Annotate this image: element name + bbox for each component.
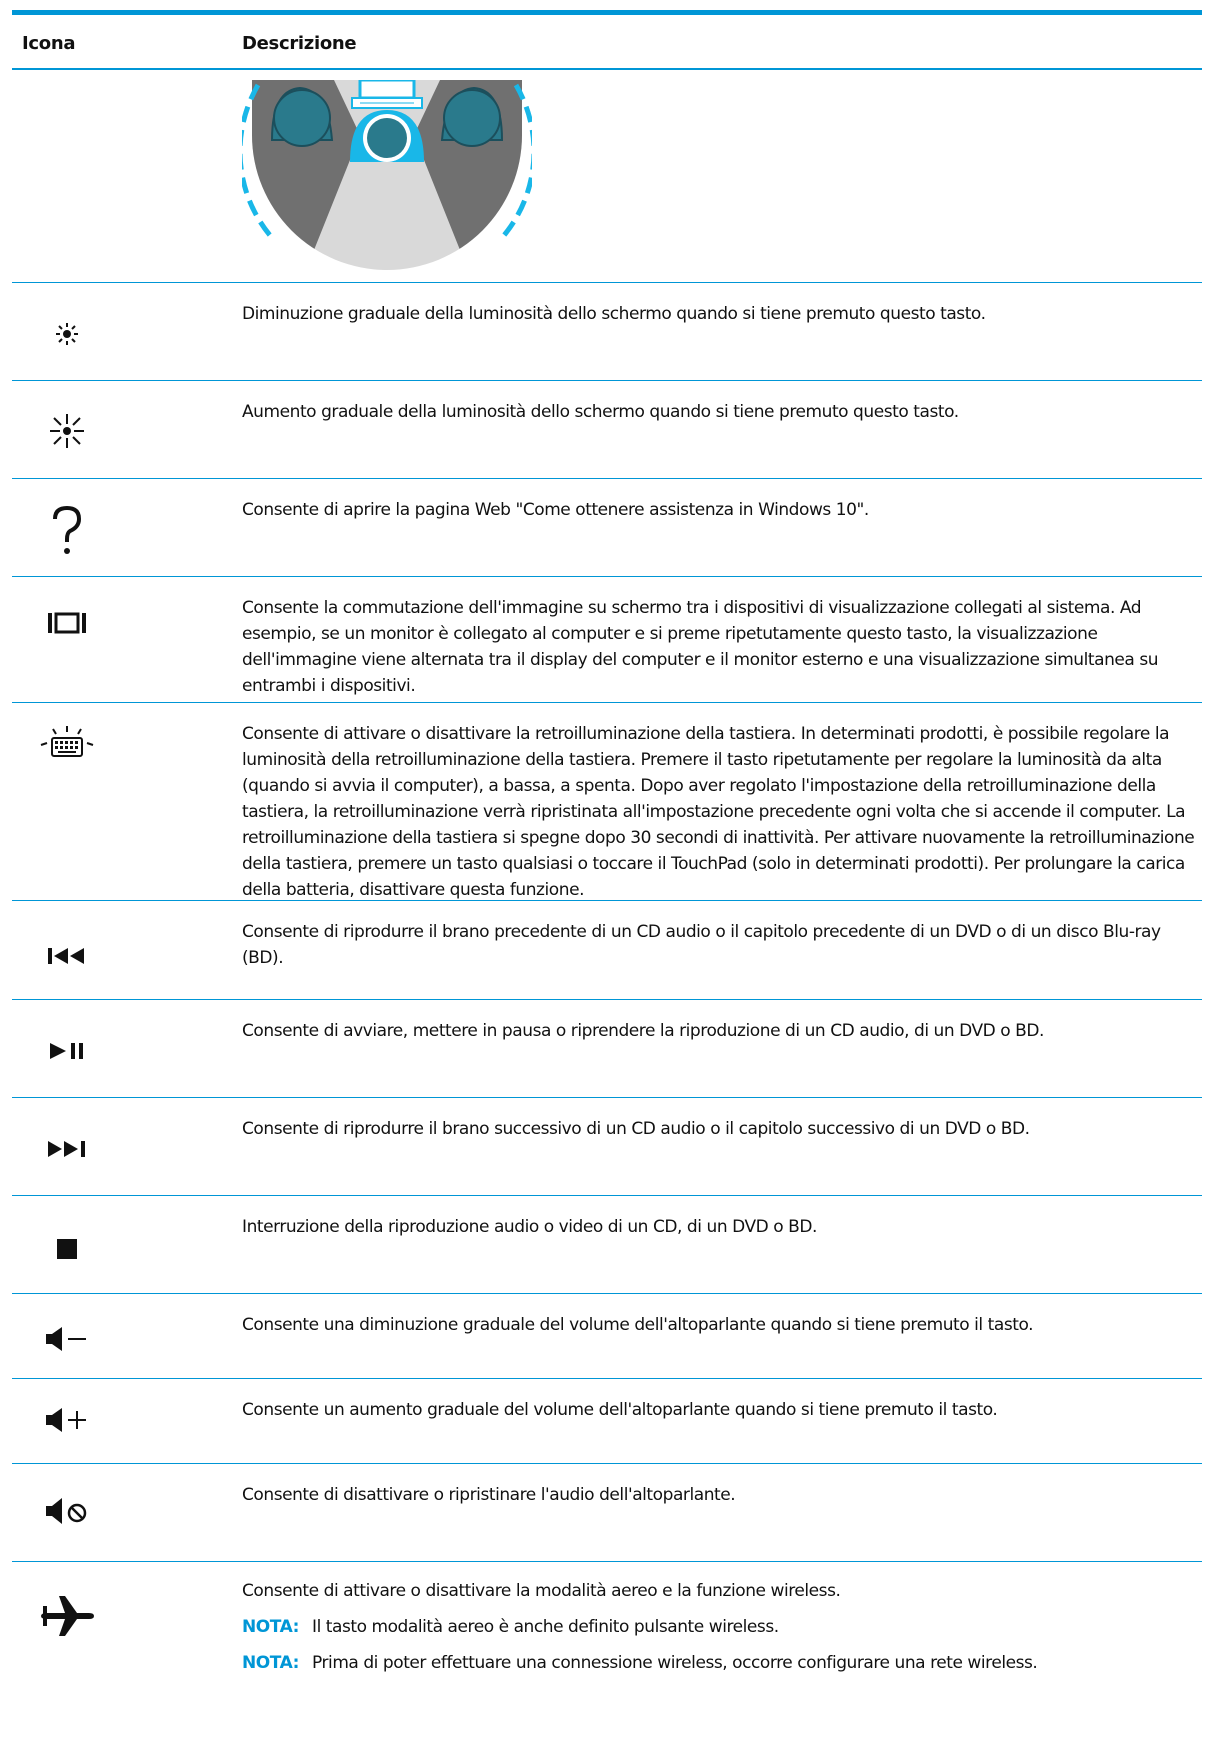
table-row	[12, 703, 1202, 901]
display-switch-icon	[12, 611, 122, 635]
table-row	[12, 381, 1202, 479]
row-description: Consente di aprire la pagina Web "Come ottenere assistenza in Windows 10".	[242, 500, 869, 520]
table-row	[12, 577, 1202, 703]
help-icon	[12, 505, 122, 557]
row-description: Interruzione della riproduzione audio o video di un CD, di un DVD o BD.	[242, 1217, 817, 1237]
row-description: Consente di riprodurre il brano precedente di un CD audio o il capitolo precedente di un DVD o di un disco Blu-ray (BD).	[242, 922, 1161, 968]
brightness-down-icon	[12, 321, 122, 347]
table-row	[12, 1196, 1202, 1294]
play-pause-icon	[12, 1042, 122, 1060]
note-label: NOTA:	[242, 1653, 299, 1673]
row-description: Consente di attivare o disattivare la retroilluminazione della tastiera. In determinati prodotti, è possibile regolare la luminosità della retroilluminazione della tastiera. Premere il tasto ripetutamente per regolare la luminosità da alta (quando si avvia il computer), a bassa, a spenta. Dopo aver regolato l'impostazione della retroilluminazione della tastiera, la retroilluminazione verrà ripristinata all'impostazione precedente ogni volta che si accende il computer. La retroilluminazione della tastiera si spegne dopo 30 secondi di inattività. Per attivare nuovamente la retroilluminazione della tastiera, premere un tasto qualsiasi o toccare il TouchPad (solo in determinati prodotti). Per prolungare la carica della batteria, disattivare questa funzione.	[242, 724, 1195, 900]
note-wireless-network	[242, 1650, 1202, 1676]
brightness-up-icon	[12, 413, 122, 449]
note-wireless-button	[242, 1614, 1202, 1640]
note-label: NOTA:	[242, 1617, 299, 1637]
note-text: Il tasto modalità aereo è anche definito pulsante wireless.	[312, 1617, 779, 1637]
row-description: Consente un aumento graduale del volume dell'altoparlante quando si tiene premuto il tasto.	[242, 1400, 998, 1420]
column-header-icon: Icona	[22, 33, 76, 54]
volume-down-icon	[12, 1326, 122, 1352]
table-row	[12, 1464, 1202, 1562]
table-row	[12, 1379, 1202, 1464]
table-row	[12, 283, 1202, 381]
table-header	[12, 15, 1202, 70]
row-description: Consente una diminuzione graduale del volume dell'altoparlante quando si tiene premuto il tasto.	[242, 1315, 1034, 1335]
table-row	[12, 479, 1202, 577]
row-description: Consente di avviare, mettere in pausa o riprendere la riproduzione di un CD audio, di un DVD o BD.	[242, 1021, 1044, 1041]
row-description: Diminuzione graduale della luminosità dello schermo quando si tiene premuto questo tasto.	[242, 304, 986, 324]
row-description: Consente la commutazione dell'immagine su schermo tra i dispositivi di visualizzazione collegati al sistema. Ad esempio, se un monitor è collegato al computer e si preme ripetutamente questo tasto, la visualizzazione dell'immagine viene alternata tra il display del computer e il monitor esterno e una visualizzazione simultanea su entrambi i dispositivi.	[242, 598, 1159, 696]
row-description	[242, 1578, 1202, 1676]
table-row	[12, 901, 1202, 1000]
volume-up-icon	[12, 1407, 122, 1433]
column-header-description: Descrizione	[242, 33, 357, 54]
table-row	[12, 1562, 1202, 1702]
mute-icon	[12, 1496, 122, 1526]
table-row	[12, 1098, 1202, 1196]
next-track-icon	[12, 1140, 122, 1158]
airplane-icon	[12, 1594, 122, 1638]
previous-track-icon	[12, 947, 122, 965]
row-description: Consente di disattivare o ripristinare l'audio dell'altoparlante.	[242, 1485, 736, 1505]
stop-icon	[12, 1238, 122, 1260]
row-description: Aumento graduale della luminosità dello schermo quando si tiene premuto questo tasto.	[242, 402, 959, 422]
row-description-text: Consente di attivare o disattivare la modalità aereo e la funzione wireless.	[242, 1581, 841, 1601]
table-row	[12, 1000, 1202, 1098]
illustration-person-at-laptop	[242, 80, 532, 284]
document-page	[12, 10, 1202, 1702]
keyboard-backlight-icon	[12, 725, 122, 759]
row-description: Consente di riprodurre il brano successivo di un CD audio o il capitolo successivo di un DVD o BD.	[242, 1119, 1030, 1139]
note-text: Prima di poter effettuare una connessione wireless, occorre configurare una rete wireless.	[312, 1653, 1038, 1673]
table-row	[12, 70, 1202, 283]
table-row	[12, 1294, 1202, 1379]
